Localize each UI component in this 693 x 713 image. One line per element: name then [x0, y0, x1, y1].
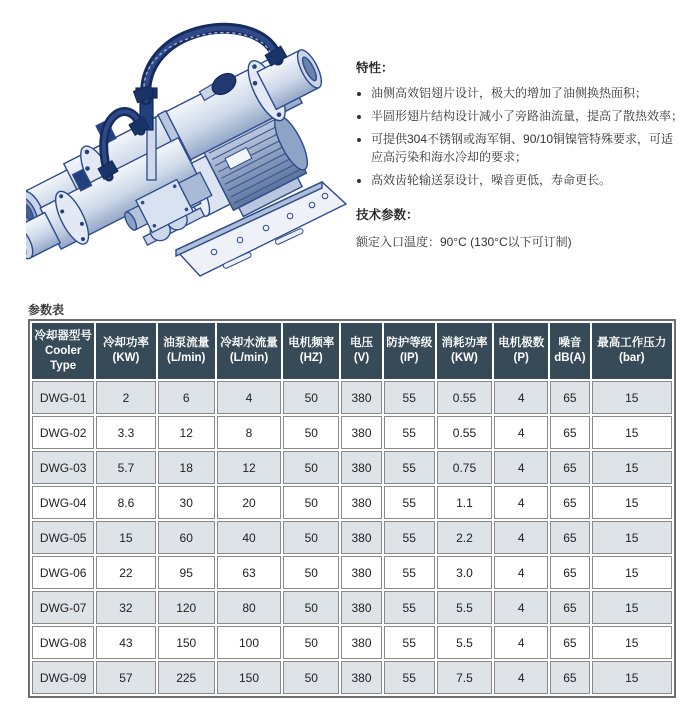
value-cell: 4	[494, 626, 548, 659]
value-cell: 32	[96, 591, 155, 624]
spec-table	[28, 319, 676, 698]
value-cell: 65	[550, 381, 589, 414]
value-cell: 225	[158, 661, 215, 694]
value-cell: 65	[550, 661, 589, 694]
value-cell: 15	[592, 521, 672, 554]
value-cell: 0.75	[437, 451, 492, 484]
value-cell: 15	[592, 416, 672, 449]
value-cell: 55	[384, 416, 435, 449]
value-cell: 1.1	[437, 486, 492, 519]
oil-cooler-drawing-svg	[26, 0, 350, 296]
value-cell: 4	[494, 416, 548, 449]
column-header-sub: dB(A)	[554, 352, 586, 364]
value-cell: 65	[550, 451, 589, 484]
table-row	[32, 556, 672, 589]
value-cell: 95	[158, 556, 215, 589]
table-row	[32, 416, 672, 449]
tech-params-section	[356, 205, 684, 250]
value-cell: 55	[384, 451, 435, 484]
feature-item: • 半圆形翅片结构设计减小了旁路油流量，提高了散热效率；	[371, 107, 684, 125]
column-header-zh: 油泵流量	[163, 337, 210, 349]
value-cell: 55	[384, 556, 435, 589]
value-cell: 50	[283, 381, 339, 414]
column-header-sub: (KW)	[451, 352, 478, 364]
features-section	[356, 58, 684, 194]
value-cell: 150	[217, 661, 281, 694]
column-header-zh: 防护等级	[386, 337, 433, 349]
value-cell: 4	[494, 451, 548, 484]
value-cell: 380	[341, 416, 381, 449]
value-cell: 7.5	[437, 661, 492, 694]
value-cell: 380	[341, 486, 381, 519]
value-cell: 65	[550, 591, 589, 624]
value-cell: 15	[592, 661, 672, 694]
column-header	[384, 323, 435, 379]
value-cell: 20	[217, 486, 281, 519]
value-cell: 55	[384, 661, 435, 694]
column-header-zh: 最高工作压力	[597, 337, 667, 349]
model-cell: DWG-04	[32, 486, 94, 519]
value-cell: 55	[384, 381, 435, 414]
value-cell: 100	[217, 626, 281, 659]
value-cell: 18	[158, 451, 215, 484]
value-cell: 65	[550, 416, 589, 449]
value-cell: 50	[283, 451, 339, 484]
model-cell: DWG-06	[32, 556, 94, 589]
value-cell: 8.6	[96, 486, 155, 519]
value-cell: 2.2	[437, 521, 492, 554]
value-cell: 5.5	[437, 626, 492, 659]
value-cell: 5.5	[437, 591, 492, 624]
value-cell: 30	[158, 486, 215, 519]
column-header	[341, 323, 381, 379]
value-cell: 2	[96, 381, 155, 414]
value-cell: 0.55	[437, 416, 492, 449]
value-cell: 6	[158, 381, 215, 414]
value-cell: 8	[217, 416, 281, 449]
table-row	[32, 381, 672, 414]
value-cell: 15	[592, 486, 672, 519]
column-header-zh: 冷却功率	[102, 337, 149, 349]
model-cell: DWG-03	[32, 451, 94, 484]
table-row	[32, 626, 672, 659]
value-cell: 50	[283, 591, 339, 624]
value-cell: 65	[550, 626, 589, 659]
value-cell: 380	[341, 521, 381, 554]
value-cell: 55	[384, 521, 435, 554]
column-header-zh: 噪音	[558, 337, 582, 349]
table-row	[32, 451, 672, 484]
model-cell: DWG-08	[32, 626, 94, 659]
tech-params-heading: 技术参数：	[356, 208, 419, 222]
value-cell: 50	[283, 661, 339, 694]
column-header-zh: 冷却水流量	[220, 337, 278, 349]
value-cell: 380	[341, 626, 381, 659]
table-title: 参数表	[28, 303, 65, 317]
column-header-sub: (IP)	[399, 352, 419, 364]
value-cell: 380	[341, 381, 381, 414]
value-cell: 60	[158, 521, 215, 554]
value-cell: 380	[341, 591, 381, 624]
value-cell: 12	[217, 451, 281, 484]
value-cell: 3.3	[96, 416, 155, 449]
column-header-zh: 消耗功率	[441, 337, 488, 349]
value-cell: 50	[283, 486, 339, 519]
feature-item: • 高效齿轮输送泵设计，噪音更低，寿命更长。	[371, 171, 684, 189]
value-cell: 380	[341, 556, 381, 589]
product-illustration	[26, 0, 350, 296]
value-cell: 65	[550, 486, 589, 519]
column-header-sub: (V)	[353, 352, 370, 364]
column-header	[437, 323, 492, 379]
value-cell: 15	[592, 556, 672, 589]
value-cell: 4	[494, 591, 548, 624]
column-header	[32, 323, 94, 379]
value-cell: 4	[217, 381, 281, 414]
table-row	[32, 521, 672, 554]
value-cell: 4	[494, 521, 548, 554]
model-cell: DWG-01	[32, 381, 94, 414]
value-cell: 4	[494, 556, 548, 589]
feature-item: • 油侧高效铝翅片设计，极大的增加了油侧换热面积；	[371, 84, 684, 102]
value-cell: 380	[341, 661, 381, 694]
value-cell: 57	[96, 661, 155, 694]
model-cell: DWG-02	[32, 416, 94, 449]
value-cell: 15	[592, 591, 672, 624]
column-header-sub: Cooler Type	[44, 344, 82, 372]
value-cell: 5.7	[96, 451, 155, 484]
column-header-zh: 电机频率	[288, 337, 335, 349]
value-cell: 50	[283, 556, 339, 589]
value-cell: 15	[592, 451, 672, 484]
column-header	[96, 323, 155, 379]
value-cell: 65	[550, 521, 589, 554]
column-header	[550, 323, 589, 379]
column-header-sub: (P)	[513, 352, 529, 364]
features-heading: 特性：	[356, 61, 394, 75]
value-cell: 12	[158, 416, 215, 449]
value-cell: 15	[592, 626, 672, 659]
value-cell: 55	[384, 591, 435, 624]
feature-item: • 可提供304不锈钢或海军铜、90/10铜镍管特殊要求，可适应高污染和海水冷却的要求；	[371, 130, 684, 166]
value-cell: 380	[341, 451, 381, 484]
table-body	[32, 381, 672, 694]
value-cell: 55	[384, 626, 435, 659]
value-cell: 4	[494, 661, 548, 694]
header-row	[32, 323, 672, 379]
value-cell: 65	[550, 556, 589, 589]
column-header	[158, 323, 215, 379]
value-cell: 50	[283, 416, 339, 449]
value-cell: 50	[283, 626, 339, 659]
column-header	[283, 323, 339, 379]
column-header-sub: (L/min)	[229, 352, 269, 364]
value-cell: 80	[217, 591, 281, 624]
column-header	[494, 323, 548, 379]
value-cell: 4	[494, 381, 548, 414]
model-cell: DWG-05	[32, 521, 94, 554]
column-header	[592, 323, 672, 379]
value-cell: 3.0	[437, 556, 492, 589]
value-cell: 4	[494, 486, 548, 519]
value-cell: 15	[592, 381, 672, 414]
features-list	[356, 84, 684, 189]
value-cell: 50	[283, 521, 339, 554]
value-cell: 40	[217, 521, 281, 554]
inlet-temp-line: 额定入口温度：90°C (130°C以下可订制)	[356, 235, 572, 249]
column-header	[217, 323, 281, 379]
value-cell: 22	[96, 556, 155, 589]
column-header-sub: (HZ)	[299, 352, 323, 364]
value-cell: 15	[96, 521, 155, 554]
table-row	[32, 661, 672, 694]
model-cell: DWG-07	[32, 591, 94, 624]
column-header-sub: (KW)	[112, 352, 140, 364]
value-cell: 150	[158, 626, 215, 659]
value-cell: 0.55	[437, 381, 492, 414]
table-row	[32, 486, 672, 519]
column-header-zh: 电机极数	[498, 337, 545, 349]
column-header-sub: (L/min)	[167, 352, 206, 364]
column-header-sub: (bar)	[618, 352, 645, 364]
value-cell: 63	[217, 556, 281, 589]
column-header-zh: 电压	[350, 337, 373, 349]
column-header-zh: 冷却器型号	[34, 329, 92, 342]
table-row	[32, 591, 672, 624]
value-cell: 55	[384, 486, 435, 519]
model-cell: DWG-09	[32, 661, 94, 694]
value-cell: 120	[158, 591, 215, 624]
value-cell: 43	[96, 626, 155, 659]
